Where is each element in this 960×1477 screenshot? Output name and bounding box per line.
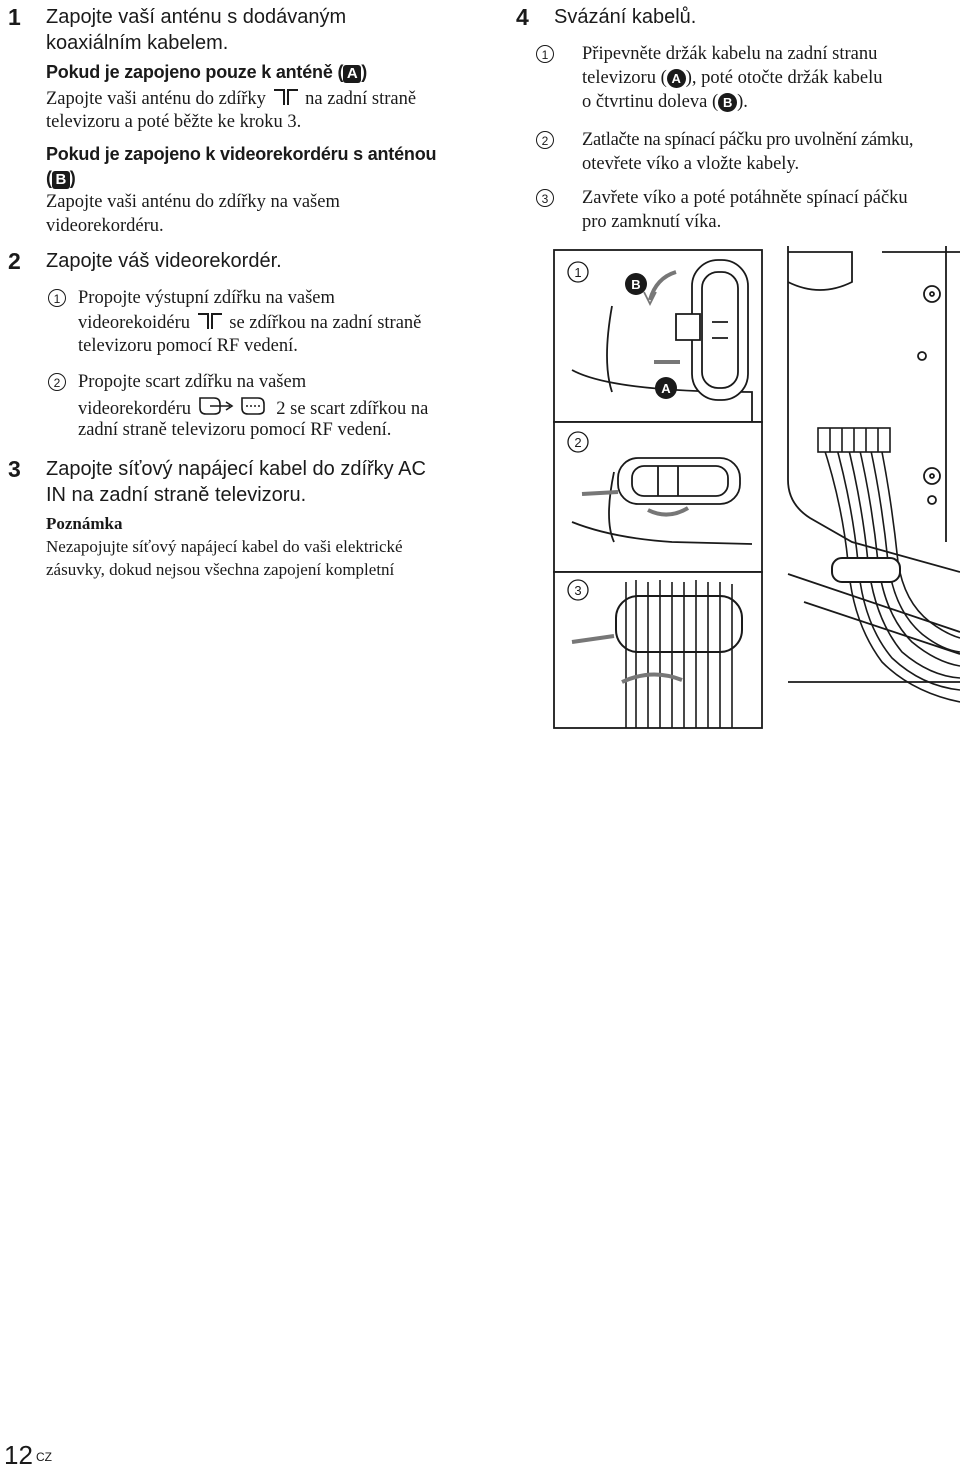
step-3-title-line1: Zapojte síťový napájecí kabel do zdířky AC bbox=[46, 458, 426, 480]
antenna-only-text-line1 bbox=[46, 86, 416, 111]
vcr-heading-paren-close: ) bbox=[69, 168, 76, 188]
panel-1-number: 1 bbox=[574, 265, 582, 280]
step-4-sub-3-line1: Zavřete víko a poté potáhněte spínací páčku bbox=[582, 188, 908, 208]
step-4-sub-1-line1: Připevněte držák kabelu na zadní stranu bbox=[582, 44, 878, 64]
step-4-title: Svázání kabelů. bbox=[554, 6, 697, 28]
label-b-marker: B bbox=[631, 277, 641, 292]
letter-b-badge: B bbox=[52, 171, 70, 189]
antenna-only-heading-text: Pokud je zapojeno pouze k anténě ( bbox=[46, 62, 344, 82]
step-2-sub-1-line2 bbox=[78, 310, 421, 335]
letter-b-circle: B bbox=[718, 93, 737, 112]
step-1-title-line1: Zapojte vaší anténu s dodávaným bbox=[46, 6, 347, 28]
step-2 bbox=[8, 248, 478, 448]
panel-3-number: 3 bbox=[574, 583, 582, 598]
step-4-number: 4 bbox=[516, 4, 529, 30]
step-3-title-line2: IN na zadní straně televizoru. bbox=[46, 484, 307, 506]
step-2-sub-1-line2-b: se zdířkou na zadní straně bbox=[229, 313, 422, 333]
step-2-sub-2-line2-a: videorekordéru bbox=[78, 399, 192, 419]
step-4-sub-3 bbox=[536, 186, 960, 236]
sub-number-1: 1 bbox=[536, 45, 554, 63]
sub-number-2: 2 bbox=[536, 131, 554, 149]
scart-connector-icon bbox=[196, 394, 272, 416]
antenna-only-heading bbox=[46, 60, 367, 84]
letter-a-badge: A bbox=[343, 65, 361, 83]
step-4-sub-1-line3-a: o čtvrtinu doleva ( bbox=[582, 92, 719, 112]
step-1-number: 1 bbox=[8, 4, 21, 30]
vcr-heading-line1: Pokud je zapojeno k videorekordéru s anténou bbox=[46, 144, 437, 164]
antenna-jack-icon bbox=[195, 310, 225, 330]
step-4 bbox=[516, 4, 960, 236]
step-2-sub-1-line1: Propojte výstupní zdířku na vašem bbox=[78, 288, 335, 308]
letter-a-circle: A bbox=[667, 69, 686, 88]
cable-bundle bbox=[818, 428, 960, 702]
step-2-sub-1-line2-a: videorekoidéru bbox=[78, 313, 190, 333]
step-4-sub-2-line2: otevřete víko a vložte kabely. bbox=[582, 154, 800, 174]
antenna-only-text-a: Zapojte vaši anténu do zdířky bbox=[46, 89, 266, 109]
antenna-jack-icon bbox=[271, 86, 301, 106]
step-2-sub-2 bbox=[48, 370, 478, 446]
label-a-marker: A bbox=[661, 381, 671, 396]
step-3-number: 3 bbox=[8, 456, 21, 482]
step-2-number: 2 bbox=[8, 248, 21, 274]
step-3 bbox=[8, 456, 478, 586]
sub-number-1: 1 bbox=[48, 289, 66, 307]
vcr-text-line2: videorekordéru. bbox=[46, 216, 164, 236]
vcr-heading-paren-open: ( bbox=[46, 168, 52, 188]
cable-holder-drawing bbox=[552, 242, 960, 732]
note-text-line2: zásuvky, dokud nejsou všechna zapojení kompletní bbox=[46, 560, 395, 579]
step-2-title: Zapojte váš videorekordér. bbox=[46, 250, 282, 272]
step-2-sub-1-line3: televizoru pomocí RF vedení. bbox=[78, 336, 298, 356]
step-4-sub-3-line2: pro zamknutí víka. bbox=[582, 212, 722, 232]
step-2-sub-2-line3: zadní straně televizoru pomocí RF vedení. bbox=[78, 420, 392, 440]
step-4-sub-1-line2-a: televizoru ( bbox=[582, 68, 667, 88]
antenna-only-heading-end: ) bbox=[361, 62, 368, 82]
step-1 bbox=[8, 4, 478, 244]
step-4-sub-1-line2-b: ), poté otočte držák kabelu bbox=[685, 68, 883, 88]
vcr-heading-line2 bbox=[46, 166, 76, 190]
cable-holder-illustration bbox=[552, 242, 960, 732]
sub-number-2: 2 bbox=[48, 373, 66, 391]
page-number: 12 bbox=[4, 1440, 33, 1470]
note-text-line1: Nezapojujte síťový napájecí kabel do vaši elektrické bbox=[46, 537, 403, 556]
note-heading: Poznámka bbox=[46, 514, 123, 533]
step-4-sub-1-line3 bbox=[582, 90, 748, 114]
step-4-sub-1 bbox=[536, 42, 960, 118]
step-4-sub-2 bbox=[536, 128, 960, 178]
vcr-text-line1: Zapojte vaši anténu do zdířky na vašem bbox=[46, 192, 340, 212]
sub-number-3: 3 bbox=[536, 189, 554, 207]
language-code: CZ bbox=[36, 1450, 52, 1464]
step-2-sub-2-line2 bbox=[78, 394, 428, 421]
step-4-sub-2-line1: Zatlačte na spínací páčku pro uvolnění zámku, bbox=[582, 130, 914, 150]
step-2-sub-2-line2-b: 2 se scart zdířkou na bbox=[276, 399, 429, 419]
step-2-sub-1 bbox=[48, 286, 478, 362]
step-4-sub-1-line2 bbox=[582, 66, 882, 90]
step-1-title-line2: koaxiálním kabelem. bbox=[46, 32, 229, 54]
antenna-only-text-b: na zadní straně bbox=[305, 89, 417, 109]
antenna-only-text-line2: televizoru a poté běžte ke kroku 3. bbox=[46, 112, 302, 132]
step-4-sub-1-line3-b: ). bbox=[737, 92, 748, 112]
panel-2-number: 2 bbox=[574, 435, 582, 450]
step-2-sub-2-line1: Propojte scart zdířku na vašem bbox=[78, 372, 307, 392]
